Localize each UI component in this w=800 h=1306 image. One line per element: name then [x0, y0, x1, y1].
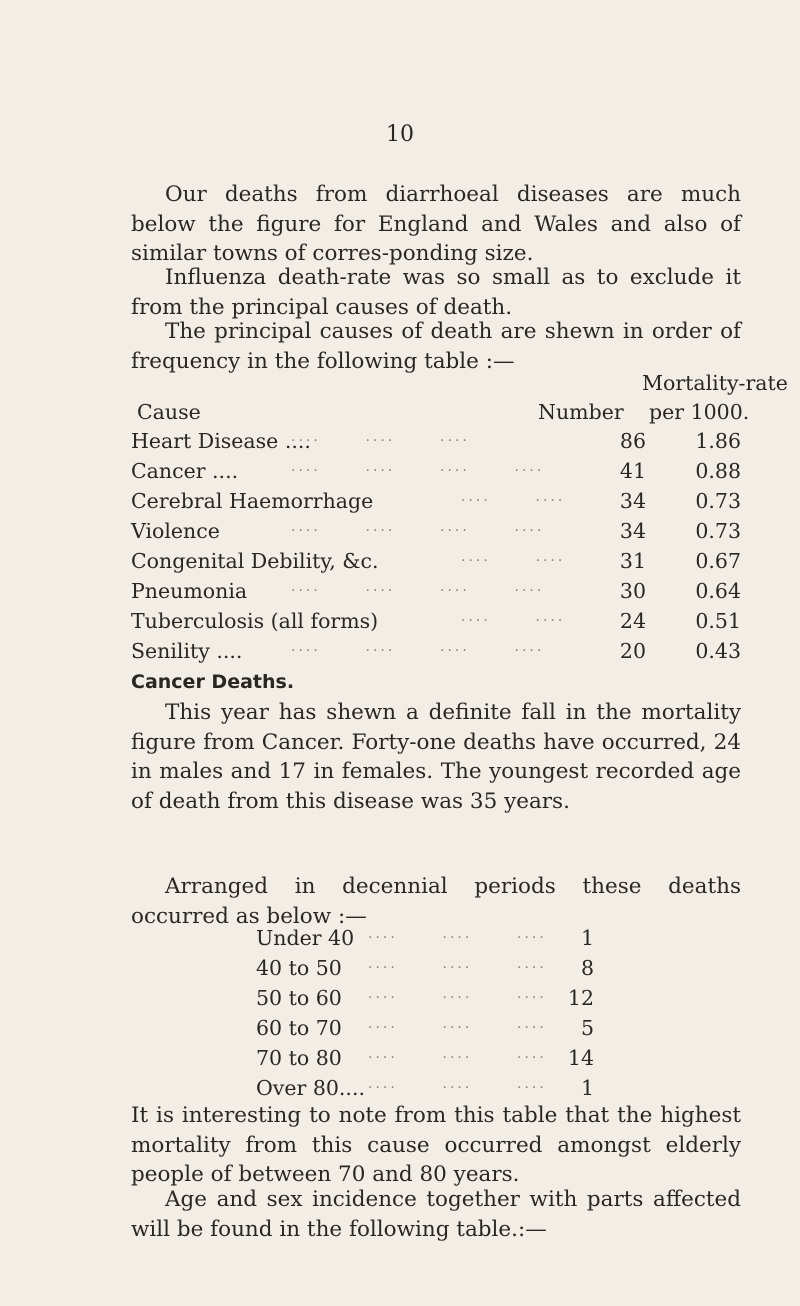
cause-number: 31: [619, 549, 646, 573]
leader-dots: .... ....: [461, 609, 566, 625]
table-row: [131, 429, 746, 457]
table-row: [256, 1046, 616, 1074]
table-row: [256, 956, 616, 984]
age-label: 60 to 70: [256, 1016, 342, 1040]
age-label: 40 to 50: [256, 956, 342, 980]
age-count: 5: [580, 1016, 594, 1040]
age-count: 12: [567, 986, 594, 1010]
leader-dots: .... .... ....: [368, 956, 547, 972]
age-label: 70 to 80: [256, 1046, 342, 1070]
cause-number: 34: [619, 489, 646, 513]
paragraph-diarrhoeal: Our deaths from diarrhoeal diseases are much below the figure for England and Wales and also of similar towns of corres-ponding size.: [131, 182, 741, 267]
cause-name: Tuberculosis (all forms): [131, 609, 379, 633]
cause-name: Congenital Debility, &c.: [131, 549, 379, 573]
paragraph-table-intro: The principal causes of death are shewn in order of frequency in the following table :—: [131, 319, 741, 374]
leader-dots: .... .... ....: [368, 1076, 547, 1092]
age-label: Over 80....: [256, 1076, 365, 1100]
cause-name: Violence: [131, 519, 220, 543]
header-per-1000: per 1000.: [649, 400, 750, 424]
age-count: 1: [580, 926, 594, 950]
header-number: Number: [538, 400, 624, 424]
age-label: 50 to 60: [256, 986, 342, 1010]
cause-rate: 0.64: [695, 579, 741, 603]
leader-dots: .... .... .... ....: [291, 519, 545, 535]
leader-dots: .... ....: [461, 489, 566, 505]
cause-number: 20: [619, 639, 646, 663]
table-row: [131, 579, 746, 607]
leader-dots: .... .... ....: [368, 926, 547, 942]
leader-dots: .... .... ....: [291, 429, 470, 445]
paragraph-age-sex-incidence: Age and sex incidence together with parts affected will be found in the following table.:—: [131, 1187, 741, 1242]
paragraph-decennial: Arranged in decennial periods these deaths occurred as below :—: [131, 874, 741, 929]
cause-rate: 0.51: [695, 609, 741, 633]
table-row: [256, 1076, 616, 1104]
leader-dots: .... .... ....: [368, 1046, 547, 1062]
cause-number: 30: [619, 579, 646, 603]
page-number: 10: [386, 122, 414, 147]
leader-dots: .... ....: [461, 549, 566, 565]
cause-rate: 0.73: [695, 489, 741, 513]
header-cause: Cause: [137, 400, 201, 424]
table-row: [256, 986, 616, 1014]
table-row: [131, 609, 746, 637]
age-count: 14: [567, 1046, 594, 1070]
header-mortality-rate: Mortality-rate: [642, 371, 788, 395]
leader-dots: .... .... .... ....: [291, 459, 545, 475]
age-count: 8: [580, 956, 594, 980]
cause-name: Pneumonia: [131, 579, 248, 603]
table-row: [131, 549, 746, 577]
cause-name: Cancer ....: [131, 459, 239, 483]
cause-rate: 1.86: [695, 429, 741, 453]
paragraph-influenza: Influenza death-rate was so small as to exclude it from the principal causes of death.: [131, 265, 741, 320]
cause-number: 34: [619, 519, 646, 543]
cause-name: Cerebral Haemorrhage: [131, 489, 374, 513]
cause-rate: 0.43: [695, 639, 741, 663]
cause-rate: 0.73: [695, 519, 741, 543]
leader-dots: .... .... .... ....: [291, 639, 545, 655]
leader-dots: .... .... ....: [368, 986, 547, 1002]
paragraph-cancer-intro: This year has shewn a definite fall in the mortality figure from Cancer. Forty-one deaths have occurred, 24 in males and 17 in females. The youngest recorded age of death from this disease was 35 years.: [131, 700, 741, 814]
leader-dots: .... .... ....: [368, 1016, 547, 1032]
cause-rate: 0.88: [695, 459, 741, 483]
leader-dots: .... .... .... ....: [291, 579, 545, 595]
table-row: [256, 1016, 616, 1044]
cause-number: 24: [619, 609, 646, 633]
table-row: [131, 639, 746, 667]
cause-number: 41: [619, 459, 646, 483]
paragraph-highest-mortality: It is interesting to note from this table that the highest mortality from this cause occurred amongst elderly people of between 70 and 80 years.: [131, 1103, 741, 1188]
table-row: [256, 926, 616, 954]
cause-number: 86: [619, 429, 646, 453]
table-row: [131, 489, 746, 517]
table-row: [131, 459, 746, 487]
section-heading-cancer-deaths: Cancer Deaths.: [131, 671, 295, 693]
table-row: [131, 519, 746, 547]
cause-name: Heart Disease ....: [131, 429, 311, 453]
age-label: Under 40: [256, 926, 355, 950]
cause-rate: 0.67: [695, 549, 741, 573]
age-count: 1: [580, 1076, 594, 1100]
cause-name: Senility ....: [131, 639, 243, 663]
